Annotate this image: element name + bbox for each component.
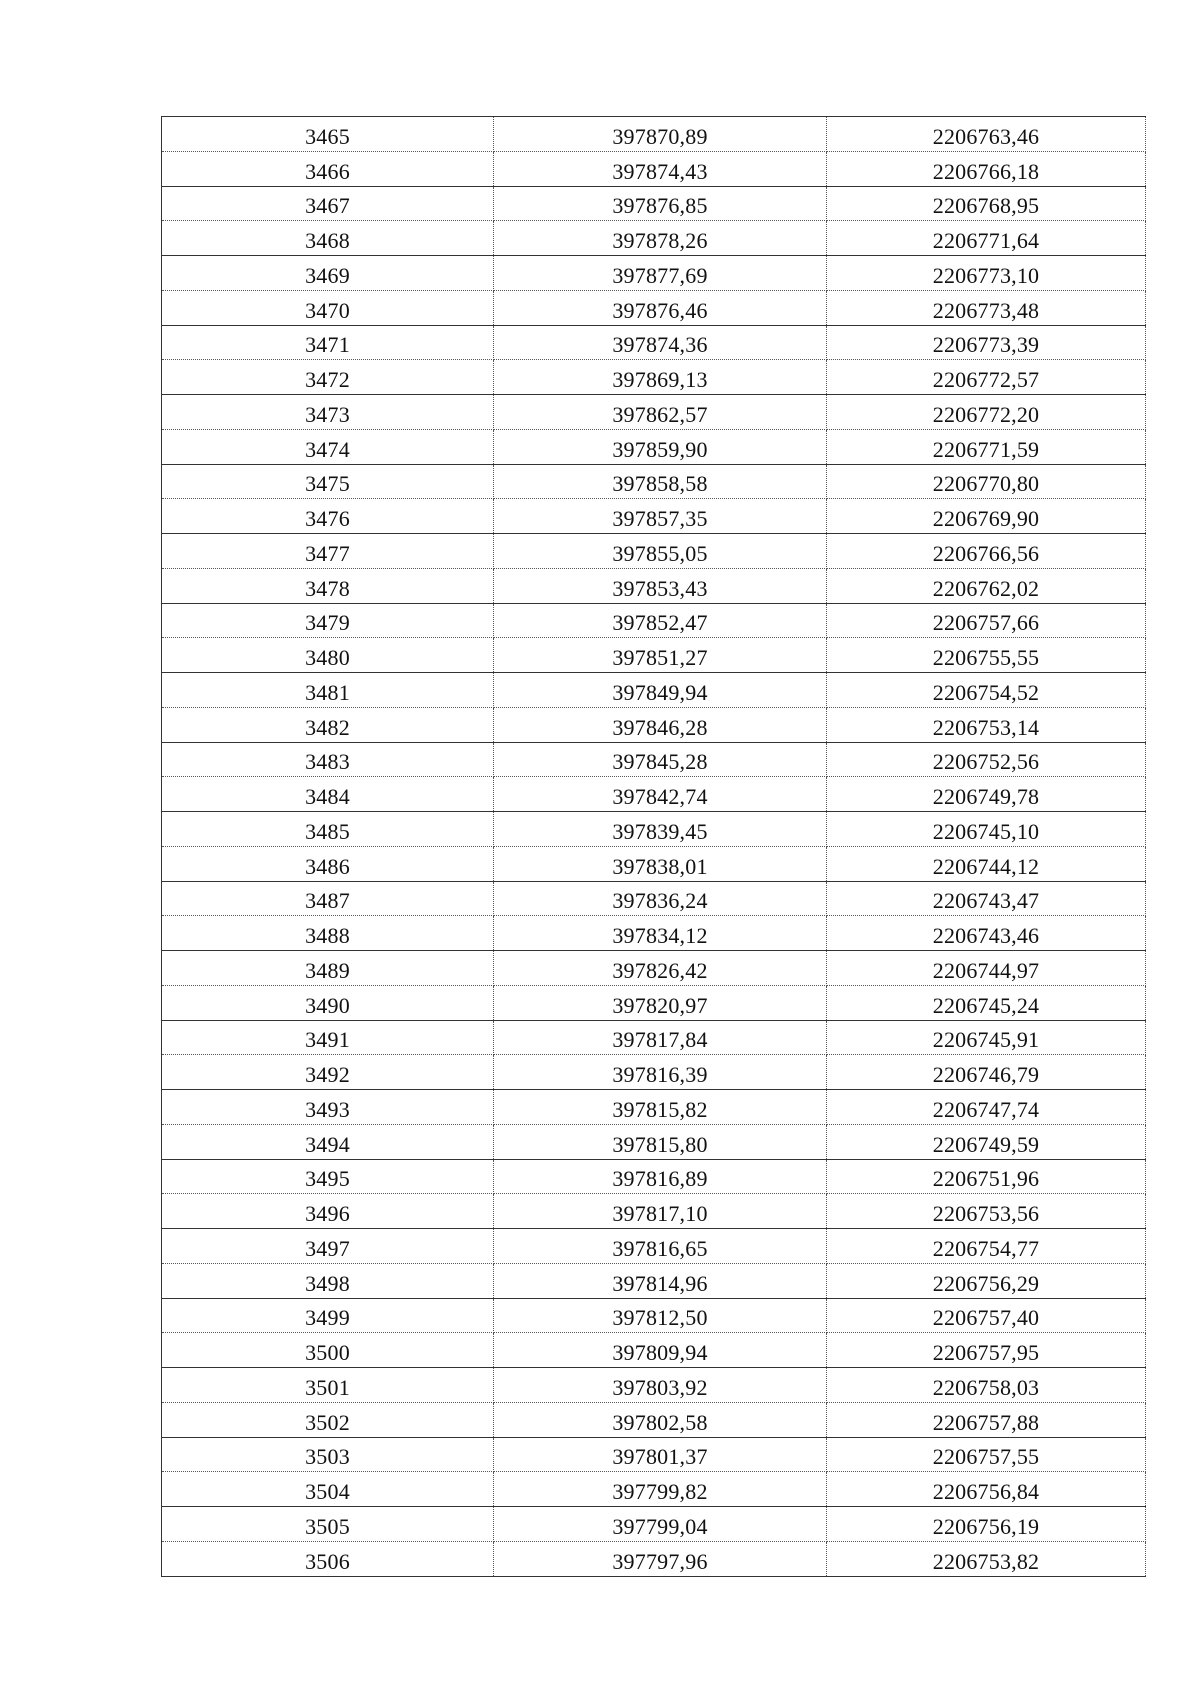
- y-coordinate-cell: 2206745,24: [827, 985, 1146, 1020]
- point-number-cell: 3466: [162, 151, 494, 186]
- point-number-cell: 3469: [162, 256, 494, 291]
- y-coordinate-cell: 2206757,55: [827, 1437, 1146, 1472]
- y-coordinate-cell: 2206756,19: [827, 1507, 1146, 1542]
- y-coordinate-cell: 2206754,77: [827, 1229, 1146, 1264]
- point-number-cell: 3483: [162, 742, 494, 777]
- point-number-cell: 3488: [162, 916, 494, 951]
- table-row: [162, 1507, 1146, 1542]
- point-number-cell: 3474: [162, 429, 494, 464]
- table-row: [162, 1229, 1146, 1264]
- point-number-cell: 3477: [162, 534, 494, 569]
- y-coordinate-cell: 2206768,95: [827, 186, 1146, 221]
- table-row: [162, 221, 1146, 256]
- x-coordinate-cell: 397859,90: [494, 429, 827, 464]
- point-number-cell: 3494: [162, 1124, 494, 1159]
- y-coordinate-cell: 2206771,59: [827, 429, 1146, 464]
- y-coordinate-cell: 2206757,66: [827, 603, 1146, 638]
- y-coordinate-cell: 2206752,56: [827, 742, 1146, 777]
- point-number-cell: 3482: [162, 707, 494, 742]
- y-coordinate-cell: 2206747,74: [827, 1090, 1146, 1125]
- x-coordinate-cell: 397874,43: [494, 151, 827, 186]
- point-number-cell: 3492: [162, 1055, 494, 1090]
- point-number-cell: 3496: [162, 1194, 494, 1229]
- table-row: [162, 568, 1146, 603]
- point-number-cell: 3493: [162, 1090, 494, 1125]
- x-coordinate-cell: 397876,85: [494, 186, 827, 221]
- point-number-cell: 3485: [162, 812, 494, 847]
- x-coordinate-cell: 397845,28: [494, 742, 827, 777]
- x-coordinate-cell: 397870,89: [494, 117, 827, 152]
- table-row: [162, 534, 1146, 569]
- table-row: [162, 1402, 1146, 1437]
- x-coordinate-cell: 397820,97: [494, 985, 827, 1020]
- table-row: [162, 846, 1146, 881]
- point-number-cell: 3486: [162, 846, 494, 881]
- y-coordinate-cell: 2206745,91: [827, 1020, 1146, 1055]
- x-coordinate-cell: 397853,43: [494, 568, 827, 603]
- y-coordinate-cell: 2206755,55: [827, 638, 1146, 673]
- x-coordinate-cell: 397855,05: [494, 534, 827, 569]
- y-coordinate-cell: 2206773,39: [827, 325, 1146, 360]
- x-coordinate-cell: 397842,74: [494, 777, 827, 812]
- y-coordinate-cell: 2206744,12: [827, 846, 1146, 881]
- y-coordinate-cell: 2206757,88: [827, 1402, 1146, 1437]
- x-coordinate-cell: 397836,24: [494, 881, 827, 916]
- x-coordinate-cell: 397858,58: [494, 464, 827, 499]
- point-number-cell: 3497: [162, 1229, 494, 1264]
- y-coordinate-cell: 2206766,18: [827, 151, 1146, 186]
- y-coordinate-cell: 2206769,90: [827, 499, 1146, 534]
- y-coordinate-cell: 2206773,10: [827, 256, 1146, 291]
- table-row: [162, 1298, 1146, 1333]
- y-coordinate-cell: 2206763,46: [827, 117, 1146, 152]
- point-number-cell: 3467: [162, 186, 494, 221]
- table-row: [162, 985, 1146, 1020]
- table-row: [162, 1090, 1146, 1125]
- y-coordinate-cell: 2206753,14: [827, 707, 1146, 742]
- point-number-cell: 3499: [162, 1298, 494, 1333]
- x-coordinate-cell: 397846,28: [494, 707, 827, 742]
- x-coordinate-cell: 397852,47: [494, 603, 827, 638]
- table-row: [162, 464, 1146, 499]
- y-coordinate-cell: 2206744,97: [827, 951, 1146, 986]
- table-row: [162, 777, 1146, 812]
- point-number-cell: 3479: [162, 603, 494, 638]
- x-coordinate-cell: 397834,12: [494, 916, 827, 951]
- y-coordinate-cell: 2206766,56: [827, 534, 1146, 569]
- table-row: [162, 1055, 1146, 1090]
- x-coordinate-cell: 397801,37: [494, 1437, 827, 1472]
- table-row: [162, 916, 1146, 951]
- y-coordinate-cell: 2206746,79: [827, 1055, 1146, 1090]
- coordinates-table: [161, 116, 1146, 1577]
- table-row: [162, 256, 1146, 291]
- point-number-cell: 3498: [162, 1263, 494, 1298]
- point-number-cell: 3465: [162, 117, 494, 152]
- point-number-cell: 3489: [162, 951, 494, 986]
- y-coordinate-cell: 2206754,52: [827, 673, 1146, 708]
- table-row: [162, 429, 1146, 464]
- table-row: [162, 1194, 1146, 1229]
- table-row: [162, 1159, 1146, 1194]
- x-coordinate-cell: 397851,27: [494, 638, 827, 673]
- y-coordinate-cell: 2206743,47: [827, 881, 1146, 916]
- x-coordinate-cell: 397876,46: [494, 290, 827, 325]
- point-number-cell: 3471: [162, 325, 494, 360]
- table-row: [162, 742, 1146, 777]
- point-number-cell: 3478: [162, 568, 494, 603]
- table-row: [162, 325, 1146, 360]
- point-number-cell: 3490: [162, 985, 494, 1020]
- point-number-cell: 3495: [162, 1159, 494, 1194]
- point-number-cell: 3470: [162, 290, 494, 325]
- point-number-cell: 3506: [162, 1541, 494, 1576]
- x-coordinate-cell: 397797,96: [494, 1541, 827, 1576]
- table-row: [162, 673, 1146, 708]
- point-number-cell: 3503: [162, 1437, 494, 1472]
- y-coordinate-cell: 2206753,56: [827, 1194, 1146, 1229]
- point-number-cell: 3491: [162, 1020, 494, 1055]
- y-coordinate-cell: 2206771,64: [827, 221, 1146, 256]
- y-coordinate-cell: 2206773,48: [827, 290, 1146, 325]
- x-coordinate-cell: 397816,65: [494, 1229, 827, 1264]
- table-row: [162, 707, 1146, 742]
- y-coordinate-cell: 2206757,95: [827, 1333, 1146, 1368]
- y-coordinate-cell: 2206745,10: [827, 812, 1146, 847]
- point-number-cell: 3468: [162, 221, 494, 256]
- point-number-cell: 3487: [162, 881, 494, 916]
- table-row: [162, 499, 1146, 534]
- x-coordinate-cell: 397799,82: [494, 1472, 827, 1507]
- point-number-cell: 3484: [162, 777, 494, 812]
- point-number-cell: 3501: [162, 1368, 494, 1403]
- table-row: [162, 812, 1146, 847]
- x-coordinate-cell: 397839,45: [494, 812, 827, 847]
- y-coordinate-cell: 2206749,59: [827, 1124, 1146, 1159]
- x-coordinate-cell: 397877,69: [494, 256, 827, 291]
- table-row: [162, 360, 1146, 395]
- y-coordinate-cell: 2206756,29: [827, 1263, 1146, 1298]
- point-number-cell: 3505: [162, 1507, 494, 1542]
- x-coordinate-cell: 397816,89: [494, 1159, 827, 1194]
- table-row: [162, 117, 1146, 152]
- y-coordinate-cell: 2206762,02: [827, 568, 1146, 603]
- x-coordinate-cell: 397815,80: [494, 1124, 827, 1159]
- table-row: [162, 1124, 1146, 1159]
- table-row: [162, 603, 1146, 638]
- y-coordinate-cell: 2206757,40: [827, 1298, 1146, 1333]
- x-coordinate-cell: 397878,26: [494, 221, 827, 256]
- table-row: [162, 151, 1146, 186]
- table-row: [162, 1368, 1146, 1403]
- y-coordinate-cell: 2206753,82: [827, 1541, 1146, 1576]
- table-row: [162, 951, 1146, 986]
- table-row: [162, 1437, 1146, 1472]
- x-coordinate-cell: 397815,82: [494, 1090, 827, 1125]
- table-row: [162, 1263, 1146, 1298]
- x-coordinate-cell: 397799,04: [494, 1507, 827, 1542]
- x-coordinate-cell: 397838,01: [494, 846, 827, 881]
- point-number-cell: 3504: [162, 1472, 494, 1507]
- x-coordinate-cell: 397869,13: [494, 360, 827, 395]
- y-coordinate-cell: 2206743,46: [827, 916, 1146, 951]
- x-coordinate-cell: 397816,39: [494, 1055, 827, 1090]
- x-coordinate-cell: 397803,92: [494, 1368, 827, 1403]
- point-number-cell: 3475: [162, 464, 494, 499]
- x-coordinate-cell: 397862,57: [494, 395, 827, 430]
- y-coordinate-cell: 2206756,84: [827, 1472, 1146, 1507]
- table-row: [162, 1472, 1146, 1507]
- y-coordinate-cell: 2206749,78: [827, 777, 1146, 812]
- table-row: [162, 1541, 1146, 1576]
- x-coordinate-cell: 397874,36: [494, 325, 827, 360]
- table-row: [162, 290, 1146, 325]
- point-number-cell: 3481: [162, 673, 494, 708]
- point-number-cell: 3472: [162, 360, 494, 395]
- x-coordinate-cell: 397849,94: [494, 673, 827, 708]
- table-row: [162, 1333, 1146, 1368]
- table-row: [162, 881, 1146, 916]
- x-coordinate-cell: 397857,35: [494, 499, 827, 534]
- point-number-cell: 3502: [162, 1402, 494, 1437]
- table-row: [162, 395, 1146, 430]
- x-coordinate-cell: 397814,96: [494, 1263, 827, 1298]
- table-row: [162, 638, 1146, 673]
- y-coordinate-cell: 2206770,80: [827, 464, 1146, 499]
- point-number-cell: 3500: [162, 1333, 494, 1368]
- x-coordinate-cell: 397817,10: [494, 1194, 827, 1229]
- x-coordinate-cell: 397802,58: [494, 1402, 827, 1437]
- y-coordinate-cell: 2206772,20: [827, 395, 1146, 430]
- y-coordinate-cell: 2206772,57: [827, 360, 1146, 395]
- table-row: [162, 1020, 1146, 1055]
- point-number-cell: 3473: [162, 395, 494, 430]
- table-row: [162, 186, 1146, 221]
- y-coordinate-cell: 2206758,03: [827, 1368, 1146, 1403]
- point-number-cell: 3480: [162, 638, 494, 673]
- x-coordinate-cell: 397817,84: [494, 1020, 827, 1055]
- coordinates-table-body: [162, 117, 1146, 1577]
- x-coordinate-cell: 397812,50: [494, 1298, 827, 1333]
- point-number-cell: 3476: [162, 499, 494, 534]
- x-coordinate-cell: 397809,94: [494, 1333, 827, 1368]
- x-coordinate-cell: 397826,42: [494, 951, 827, 986]
- y-coordinate-cell: 2206751,96: [827, 1159, 1146, 1194]
